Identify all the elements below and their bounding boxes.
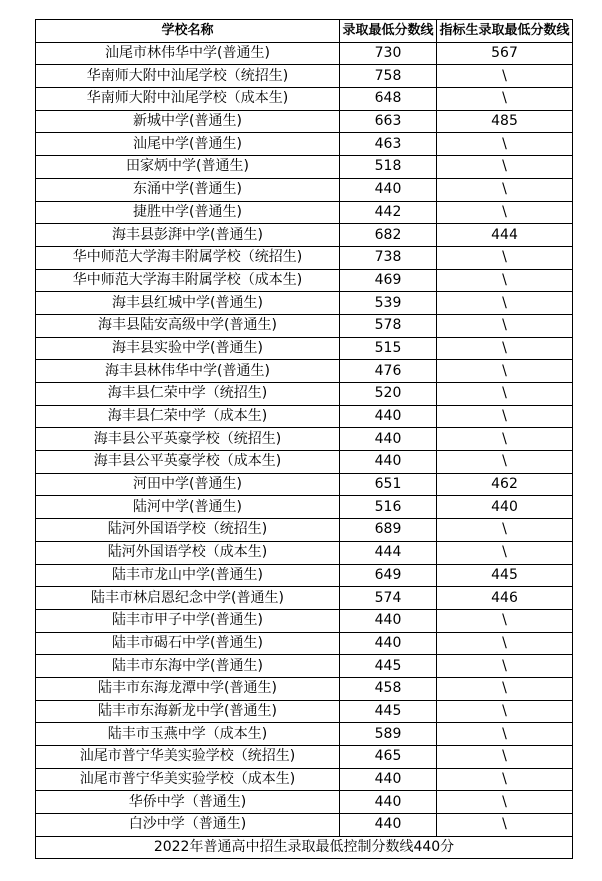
table-row: [36, 156, 573, 179]
table-row: [36, 473, 573, 496]
cell-min-score: 463: [340, 133, 437, 156]
cell-min-score: 689: [340, 519, 437, 542]
table-row: [36, 700, 573, 723]
cell-quota-min-score: 446: [437, 587, 573, 610]
cell-quota-min-score: \: [437, 541, 573, 564]
cell-quota-min-score: \: [437, 178, 573, 201]
table-row: [36, 292, 573, 315]
cell-school-name: 陆丰市林启恩纪念中学(普通生): [36, 587, 340, 610]
cell-quota-min-score: \: [437, 746, 573, 769]
cell-quota-min-score: \: [437, 269, 573, 292]
cell-quota-min-score: \: [437, 700, 573, 723]
cell-school-name: 陆丰市东海新龙中学(普通生): [36, 700, 340, 723]
cell-min-score: 649: [340, 564, 437, 587]
table-row: [36, 519, 573, 542]
cell-quota-min-score: \: [437, 201, 573, 224]
cell-min-score: 440: [340, 178, 437, 201]
header-row: [36, 20, 573, 43]
cell-school-name: 海丰县实验中学(普通生): [36, 337, 340, 360]
table-row: [36, 405, 573, 428]
cell-quota-min-score: 444: [437, 224, 573, 247]
cell-min-score: 516: [340, 496, 437, 519]
cell-school-name: 陆丰市甲子中学(普通生): [36, 609, 340, 632]
table-row: [36, 110, 573, 133]
cell-school-name: 海丰县仁荣中学（统招生): [36, 383, 340, 406]
cell-min-score: 469: [340, 269, 437, 292]
cell-school-name: 陆丰市东海中学(普通生): [36, 655, 340, 678]
cell-quota-min-score: 485: [437, 110, 573, 133]
cell-school-name: 东涌中学(普通生): [36, 178, 340, 201]
cell-min-score: 758: [340, 65, 437, 88]
footer-row: [36, 836, 573, 859]
cell-school-name: 陆丰市玉燕中学（成本生): [36, 723, 340, 746]
cell-quota-min-score: 440: [437, 496, 573, 519]
cell-school-name: 汕尾中学(普通生): [36, 133, 340, 156]
cell-min-score: 539: [340, 292, 437, 315]
cell-quota-min-score: \: [437, 360, 573, 383]
cell-quota-min-score: \: [437, 337, 573, 360]
table-row: [36, 65, 573, 88]
table-row: [36, 791, 573, 814]
table-row: [36, 677, 573, 700]
cell-min-score: 515: [340, 337, 437, 360]
header-quota-min-score: 指标生录取最低分数线: [437, 20, 573, 43]
cell-min-score: 445: [340, 655, 437, 678]
cell-quota-min-score: 445: [437, 564, 573, 587]
cell-min-score: 458: [340, 677, 437, 700]
cell-school-name: 陆河外国语学校（统招生): [36, 519, 340, 542]
cell-school-name: 汕尾市普宁华美实验学校（成本生): [36, 768, 340, 791]
table-row: [36, 541, 573, 564]
cell-quota-min-score: \: [437, 88, 573, 111]
table-row: [36, 451, 573, 474]
table-row: [36, 814, 573, 837]
table-row: [36, 224, 573, 247]
cell-quota-min-score: \: [437, 314, 573, 337]
cell-school-name: 海丰县红城中学(普通生): [36, 292, 340, 315]
cell-quota-min-score: \: [437, 383, 573, 406]
cell-quota-min-score: \: [437, 246, 573, 269]
cell-school-name: 陆丰市碣石中学(普通生): [36, 632, 340, 655]
cell-min-score: 663: [340, 110, 437, 133]
header-school-name: 学校名称: [36, 20, 340, 43]
cell-school-name: 陆河中学(普通生): [36, 496, 340, 519]
cell-min-score: 518: [340, 156, 437, 179]
cell-school-name: 新城中学(普通生): [36, 110, 340, 133]
cell-quota-min-score: \: [437, 723, 573, 746]
cell-school-name: 华侨中学（普通生): [36, 791, 340, 814]
cell-school-name: 海丰县仁荣中学（成本生): [36, 405, 340, 428]
cell-school-name: 华南师大附中汕尾学校（统招生): [36, 65, 340, 88]
table-row: [36, 269, 573, 292]
cell-min-score: 440: [340, 451, 437, 474]
cell-school-name: 陆河外国语学校（成本生): [36, 541, 340, 564]
cell-school-name: 海丰县彭湃中学(普通生): [36, 224, 340, 247]
cell-quota-min-score: 567: [437, 42, 573, 65]
cell-min-score: 682: [340, 224, 437, 247]
cell-min-score: 578: [340, 314, 437, 337]
cell-quota-min-score: \: [437, 451, 573, 474]
cell-min-score: 589: [340, 723, 437, 746]
table-row: [36, 88, 573, 111]
cell-school-name: 捷胜中学(普通生): [36, 201, 340, 224]
cell-quota-min-score: \: [437, 677, 573, 700]
cell-quota-min-score: 462: [437, 473, 573, 496]
cell-min-score: 574: [340, 587, 437, 610]
cell-min-score: 440: [340, 632, 437, 655]
admission-score-table: [35, 19, 573, 859]
table-row: [36, 246, 573, 269]
table-row: [36, 178, 573, 201]
cell-school-name: 河田中学(普通生): [36, 473, 340, 496]
table-row: [36, 428, 573, 451]
cell-school-name: 海丰县公平英豪学校（统招生): [36, 428, 340, 451]
cell-min-score: 440: [340, 428, 437, 451]
cell-min-score: 440: [340, 405, 437, 428]
cell-min-score: 651: [340, 473, 437, 496]
cell-min-score: 440: [340, 609, 437, 632]
cell-quota-min-score: \: [437, 791, 573, 814]
cell-min-score: 440: [340, 791, 437, 814]
cell-min-score: 445: [340, 700, 437, 723]
cell-school-name: 华中师范大学海丰附属学校（成本生): [36, 269, 340, 292]
table-row: [36, 609, 573, 632]
table-row: [36, 383, 573, 406]
cell-school-name: 陆丰市东海龙潭中学(普通生): [36, 677, 340, 700]
table-row: [36, 655, 573, 678]
cell-quota-min-score: \: [437, 632, 573, 655]
footer-note: 2022年普通高中招生录取最低控制分数线440分: [36, 836, 573, 859]
cell-min-score: 730: [340, 42, 437, 65]
cell-min-score: 648: [340, 88, 437, 111]
cell-min-score: 444: [340, 541, 437, 564]
table-row: [36, 201, 573, 224]
table-row: [36, 587, 573, 610]
table-row: [36, 496, 573, 519]
cell-school-name: 陆丰市龙山中学(普通生): [36, 564, 340, 587]
cell-min-score: 465: [340, 746, 437, 769]
cell-quota-min-score: \: [437, 292, 573, 315]
cell-quota-min-score: \: [437, 156, 573, 179]
table-row: [36, 42, 573, 65]
cell-min-score: 520: [340, 383, 437, 406]
cell-min-score: 440: [340, 814, 437, 837]
cell-school-name: 白沙中学（普通生): [36, 814, 340, 837]
cell-min-score: 476: [340, 360, 437, 383]
table-row: [36, 360, 573, 383]
cell-quota-min-score: \: [437, 133, 573, 156]
header-min-score: 录取最低分数线: [340, 20, 437, 43]
table-row: [36, 564, 573, 587]
cell-min-score: 442: [340, 201, 437, 224]
table-row: [36, 723, 573, 746]
cell-quota-min-score: \: [437, 65, 573, 88]
cell-school-name: 田家炳中学(普通生): [36, 156, 340, 179]
cell-quota-min-score: \: [437, 609, 573, 632]
table-row: [36, 314, 573, 337]
cell-school-name: 汕尾市普宁华美实验学校（统招生): [36, 746, 340, 769]
cell-quota-min-score: \: [437, 814, 573, 837]
table-row: [36, 746, 573, 769]
cell-school-name: 华中师范大学海丰附属学校（统招生): [36, 246, 340, 269]
table-row: [36, 337, 573, 360]
cell-quota-min-score: \: [437, 519, 573, 542]
cell-quota-min-score: \: [437, 655, 573, 678]
cell-quota-min-score: \: [437, 405, 573, 428]
cell-school-name: 汕尾市林伟华中学(普通生): [36, 42, 340, 65]
table-body: [36, 42, 573, 836]
cell-quota-min-score: \: [437, 768, 573, 791]
cell-school-name: 海丰县林伟华中学(普通生): [36, 360, 340, 383]
cell-quota-min-score: \: [437, 428, 573, 451]
cell-min-score: 738: [340, 246, 437, 269]
cell-school-name: 海丰县公平英豪学校（成本生): [36, 451, 340, 474]
table-row: [36, 133, 573, 156]
cell-school-name: 海丰县陆安高级中学(普通生): [36, 314, 340, 337]
table-row: [36, 768, 573, 791]
table-row: [36, 632, 573, 655]
cell-min-score: 440: [340, 768, 437, 791]
cell-school-name: 华南师大附中汕尾学校（成本生): [36, 88, 340, 111]
